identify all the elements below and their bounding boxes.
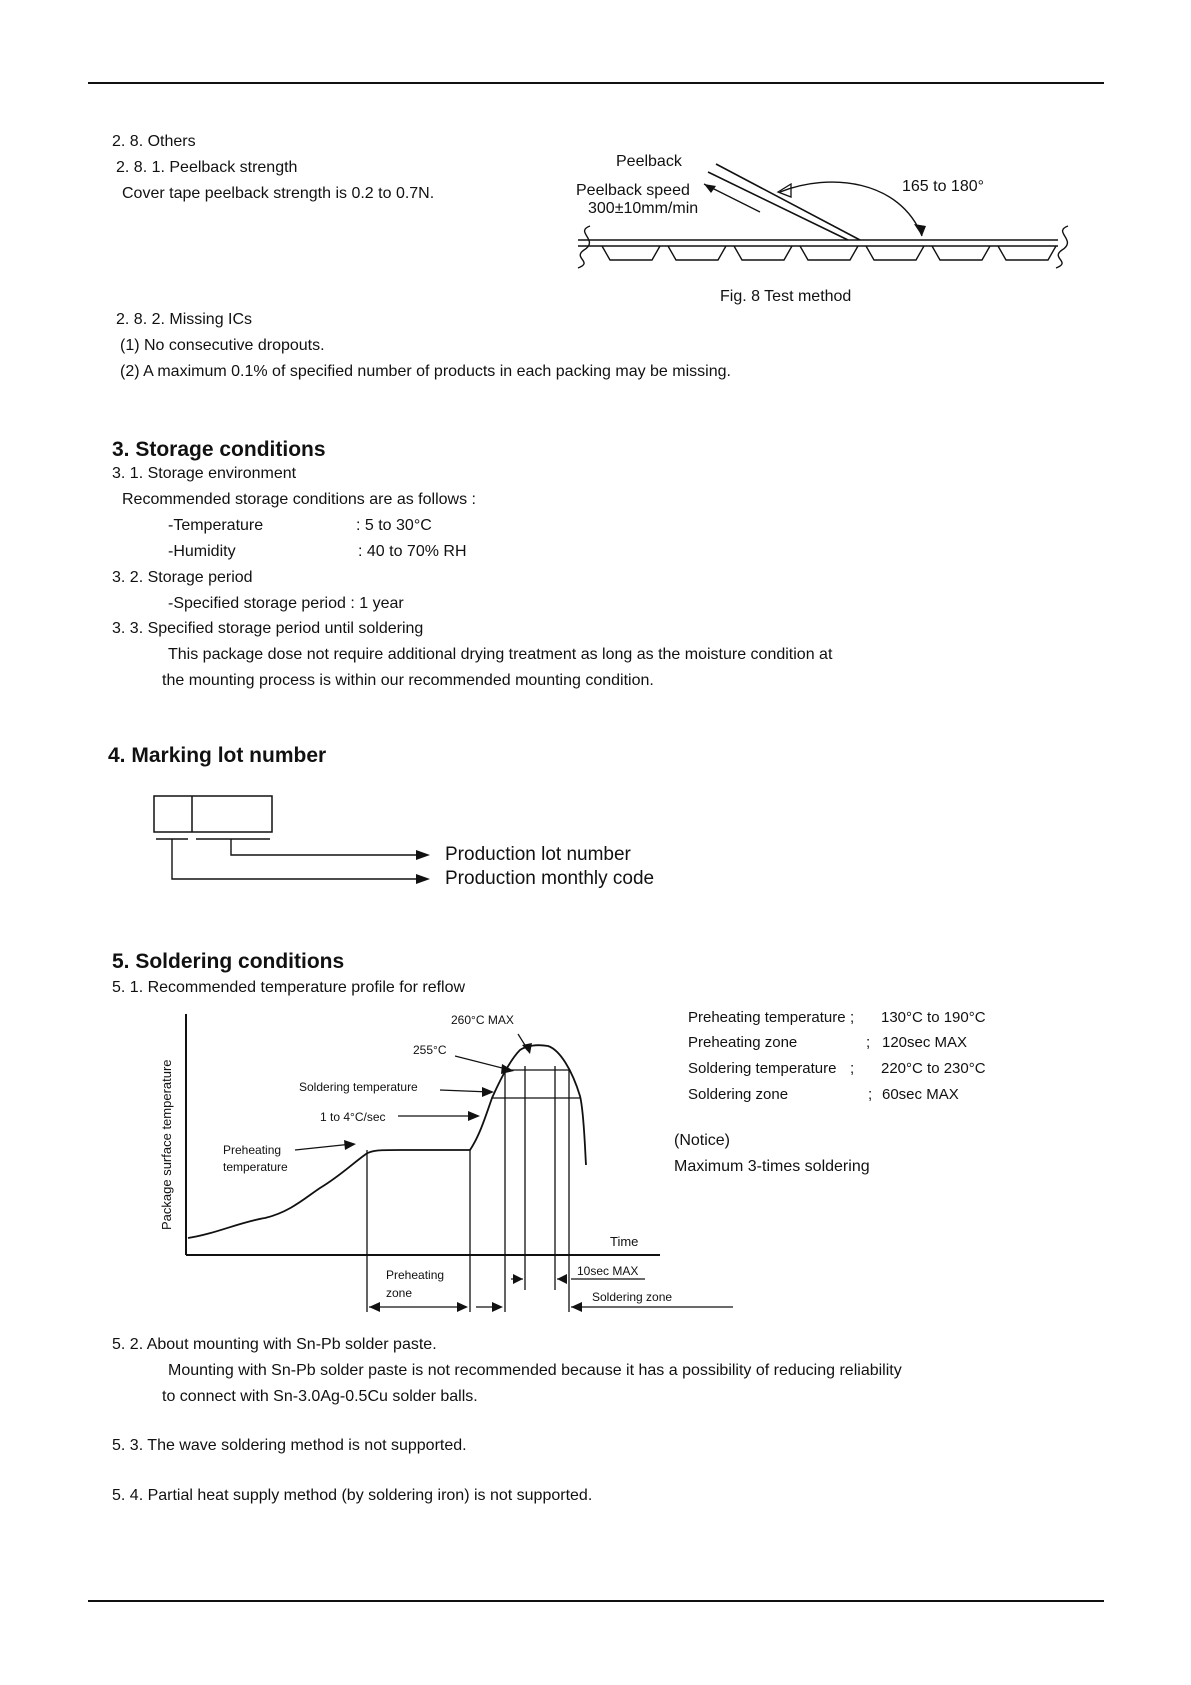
spec-label: Soldering zone xyxy=(688,1086,789,1103)
missing-ics-item-2: (2) A maximum 0.1% of specified number of products in each packing may be missing. xyxy=(120,363,731,380)
spec-separator: ; xyxy=(850,1060,855,1077)
section-3-heading: 3. Storage conditions xyxy=(112,438,326,461)
storage-intro: Recommended storage conditions are as follows : xyxy=(122,491,476,508)
spec-separator: ; xyxy=(850,1009,855,1026)
humidity-label: -Humidity xyxy=(168,543,236,560)
label-preheating-zone-2: zone xyxy=(386,1286,413,1300)
section-5-2-line-2: to connect with Sn-3.0Ag-0.5Cu solder balls. xyxy=(162,1388,478,1405)
storage-period-text: -Specified storage period : 1 year xyxy=(168,595,404,612)
y-axis-label: Package surface temperature xyxy=(159,1059,174,1230)
section-3-1-title: 3. 1. Storage environment xyxy=(112,465,297,482)
production-monthly-code-label: Production monthly code xyxy=(445,868,655,889)
section-5-1-title: 5. 1. Recommended temperature profile for reflow xyxy=(112,979,466,996)
section-3-3-line-2: the mounting process is within our recommended mounting condition. xyxy=(162,672,654,689)
peelback-speed-value: 300±10mm/min xyxy=(588,200,699,217)
spec-value: 60sec MAX xyxy=(882,1086,959,1103)
section-3-3-title: 3. 3. Specified storage period until soldering xyxy=(112,620,424,637)
temperature-value: : 5 to 30°C xyxy=(356,517,432,534)
spec-label: Preheating temperature xyxy=(688,1009,846,1026)
missing-ics-item-1: (1) No consecutive dropouts. xyxy=(120,337,325,354)
section-4-heading: 4. Marking lot number xyxy=(108,744,327,767)
label-10sec-max: 10sec MAX xyxy=(577,1264,639,1278)
temperature-profile-curve xyxy=(188,1045,586,1238)
spec-label: Soldering temperature xyxy=(688,1060,837,1077)
peelback-strength-text: Cover tape peelback strength is 0.2 to 0.7N. xyxy=(122,185,435,202)
angle-label: 165 to 180° xyxy=(902,178,985,195)
spec-label: Preheating zone xyxy=(688,1034,798,1051)
section-5-4: 5. 4. Partial heat supply method (by soldering iron) is not supported. xyxy=(112,1487,593,1504)
section-2-8-1-title: 2. 8. 1. Peelback strength xyxy=(116,159,298,176)
peelback-speed-label: Peelback speed xyxy=(576,182,690,199)
section-5-3: 5. 3. The wave soldering method is not supported. xyxy=(112,1437,467,1454)
temperature-label: -Temperature xyxy=(168,517,264,534)
peelback-label: Peelback xyxy=(616,153,682,170)
label-preheating-2: temperature xyxy=(223,1160,288,1174)
label-preheating-1: Preheating xyxy=(223,1143,282,1157)
label-260-max: 260°C MAX xyxy=(451,1013,514,1027)
spec-separator: ; xyxy=(866,1034,871,1051)
x-axis-label: Time xyxy=(610,1234,639,1249)
section-5-heading: 5. Soldering conditions xyxy=(112,950,345,973)
spec-value: 130°C to 190°C xyxy=(881,1009,986,1026)
section-5-2-line-1: Mounting with Sn-Pb solder paste is not recommended because it has a possibility of reducing reliability xyxy=(168,1362,902,1379)
section-2-8-title: 2. 8. Others xyxy=(112,133,196,150)
label-soldering-temperature: Soldering temperature xyxy=(299,1080,418,1094)
label-soldering-zone: Soldering zone xyxy=(592,1290,673,1304)
humidity-value: : 40 to 70% RH xyxy=(358,543,467,560)
section-3-3-line-1: This package dose not require additional drying treatment as long as the moisture condition at xyxy=(168,646,833,663)
bottom-rule xyxy=(88,1600,1104,1602)
section-2-8-2-title: 2. 8. 2. Missing ICs xyxy=(116,311,253,328)
label-255: 255°C xyxy=(413,1043,447,1057)
notice-title: (Notice) xyxy=(674,1132,731,1149)
spec-value: 120sec MAX xyxy=(882,1034,968,1051)
spec-separator: ; xyxy=(868,1086,873,1103)
notice-text: Maximum 3-times soldering xyxy=(674,1158,870,1175)
spec-value: 220°C to 230°C xyxy=(881,1060,986,1077)
label-preheating-zone-1: Preheating xyxy=(386,1268,445,1282)
fig-8-caption: Fig. 8 Test method xyxy=(720,288,852,305)
section-5-2-title: 5. 2. About mounting with Sn-Pb solder paste. xyxy=(112,1336,437,1353)
label-heating-rate: 1 to 4°C/sec xyxy=(320,1110,386,1124)
section-3-2-title: 3. 2. Storage period xyxy=(112,569,253,586)
production-lot-number-label: Production lot number xyxy=(445,844,631,865)
